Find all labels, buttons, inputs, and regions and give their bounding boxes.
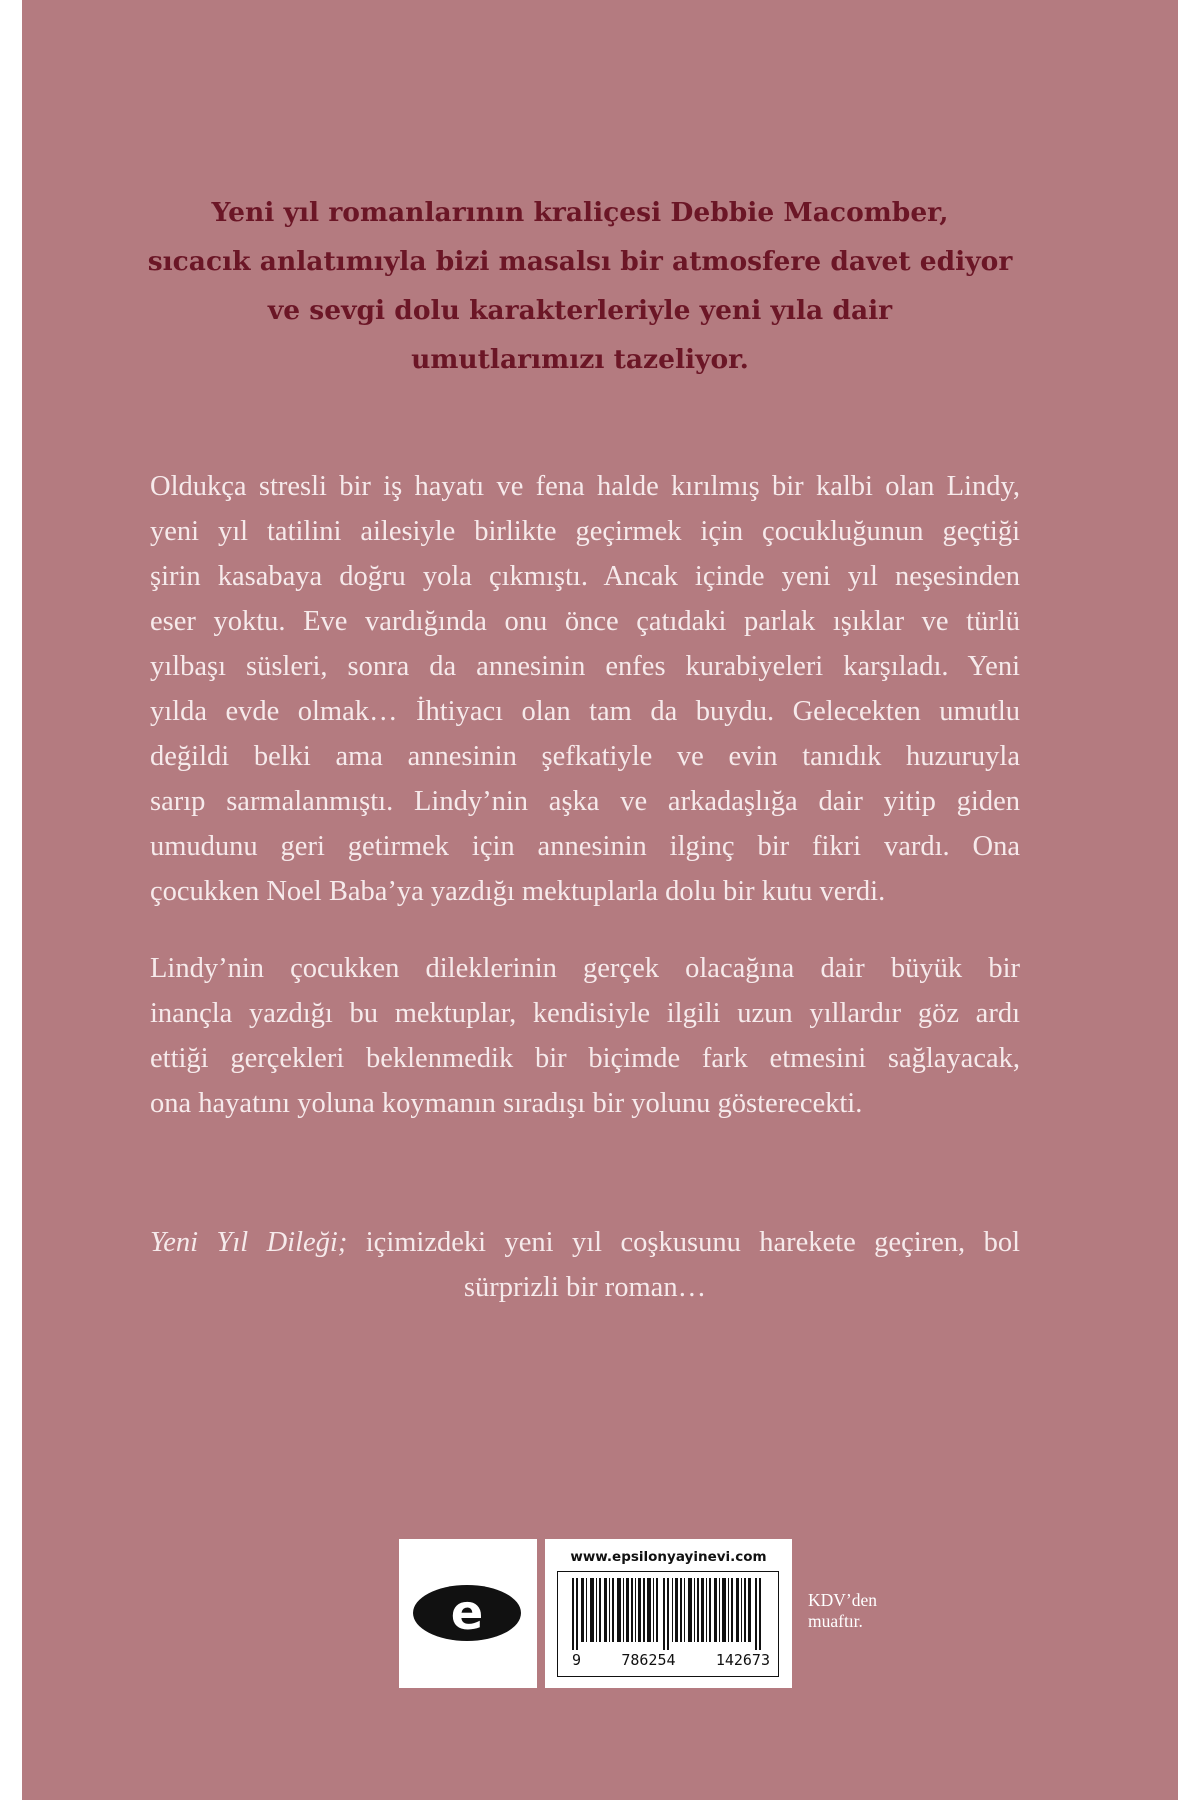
isbn-group-1: 786254: [621, 1651, 676, 1669]
text-line: umudunu geri getirmek için annesinin ilginç bir fikri vardı. Ona: [150, 831, 1020, 862]
tax-exempt-note: [808, 1590, 877, 1632]
text-line: ona hayatını yoluna koymanın sıradışı bir yolunu gösterecekti.: [150, 1088, 863, 1119]
tagline-line: Yeni yıl romanlarının kraliçesi Debbie Macomber,: [211, 197, 949, 228]
tax-note-line: muaftır.: [808, 1611, 863, 1631]
text-line: eser yoktu. Eve vardığında onu önce çatıdaki parlak ışıklar ve türlü: [150, 606, 1020, 637]
text-line: sürprizli bir roman…: [463, 1272, 707, 1303]
logo-letter: e: [450, 1585, 484, 1641]
tax-note-line: KDV’den: [808, 1590, 878, 1610]
text-line: çocukken Noel Baba’ya yazdığı mektuplarla dolu bir kutu verdi.: [150, 876, 886, 907]
text-line: inançla yazdığı bu mektuplar, kendisiyle ilgili uzun yıllardır göz ardı: [150, 998, 1020, 1029]
synopsis-paragraph-2: [150, 946, 1020, 1126]
text-line: sarıp sarmalanmıştı. Lindy’nin aşka ve arkadaşlığa dair yitip giden: [150, 786, 1020, 817]
tagline-line: umutlarımızı tazeliyor.: [411, 344, 749, 375]
book-title-italic: Yeni Yıl Dileği;: [150, 1227, 348, 1258]
publisher-website: www.epsilonyayinevi.com: [570, 1549, 767, 1565]
text-line: Lindy’nin çocukken dileklerinin gerçek olacağına dair büyük bir: [150, 953, 1020, 984]
barcode-panel: [545, 1539, 792, 1688]
tagline: [80, 188, 1080, 384]
closing-paragraph: [150, 1220, 1020, 1310]
barcode-frame: [557, 1571, 779, 1677]
text-line: ettiği gerçekleri beklenmedik bir biçimde fark etmesini sağlayacak,: [150, 1043, 1020, 1074]
isbn-prefix: 9: [572, 1651, 582, 1669]
text-line: değildi belki ama annesinin şefkatiyle ve evin tanıdık huzuruyla: [150, 741, 1020, 772]
isbn-barcode: [566, 1578, 772, 1650]
publisher-logo-panel: [399, 1539, 537, 1688]
text-line: [150, 1220, 1020, 1265]
epsilon-logo-icon: [413, 1585, 521, 1641]
closing-text: içimizdeki yeni yıl coşkusunu harekete geçiren, bol: [347, 1227, 1021, 1258]
tagline-line: ve sevgi dolu karakterleriyle yeni yıla dair: [267, 295, 893, 326]
tagline-line: sıcacık anlatımıyla bizi masalsı bir atmosfere davet ediyor: [147, 246, 1013, 277]
text-line: şirin kasabaya doğru yola çıkmıştı. Ancak içinde yeni yıl neşesinden: [150, 561, 1020, 592]
text-line: Oldukça stresli bir iş hayatı ve fena halde kırılmış bir kalbi olan Lindy,: [150, 471, 1020, 502]
isbn-group-2: 142673: [715, 1651, 770, 1669]
text-line: yılbaşı süsleri, sonra da annesinin enfes kurabiyeleri karşıladı. Yeni: [150, 651, 1020, 682]
synopsis-paragraph-1: [150, 464, 1020, 914]
text-line: yeni yıl tatilini ailesiyle birlikte geçirmek için çocukluğunun geçtiği: [150, 516, 1020, 547]
text-line: yılda evde olmak… İhtiyacı olan tam da buydu. Gelecekten umutlu: [150, 696, 1020, 727]
isbn-number: [572, 1651, 770, 1669]
